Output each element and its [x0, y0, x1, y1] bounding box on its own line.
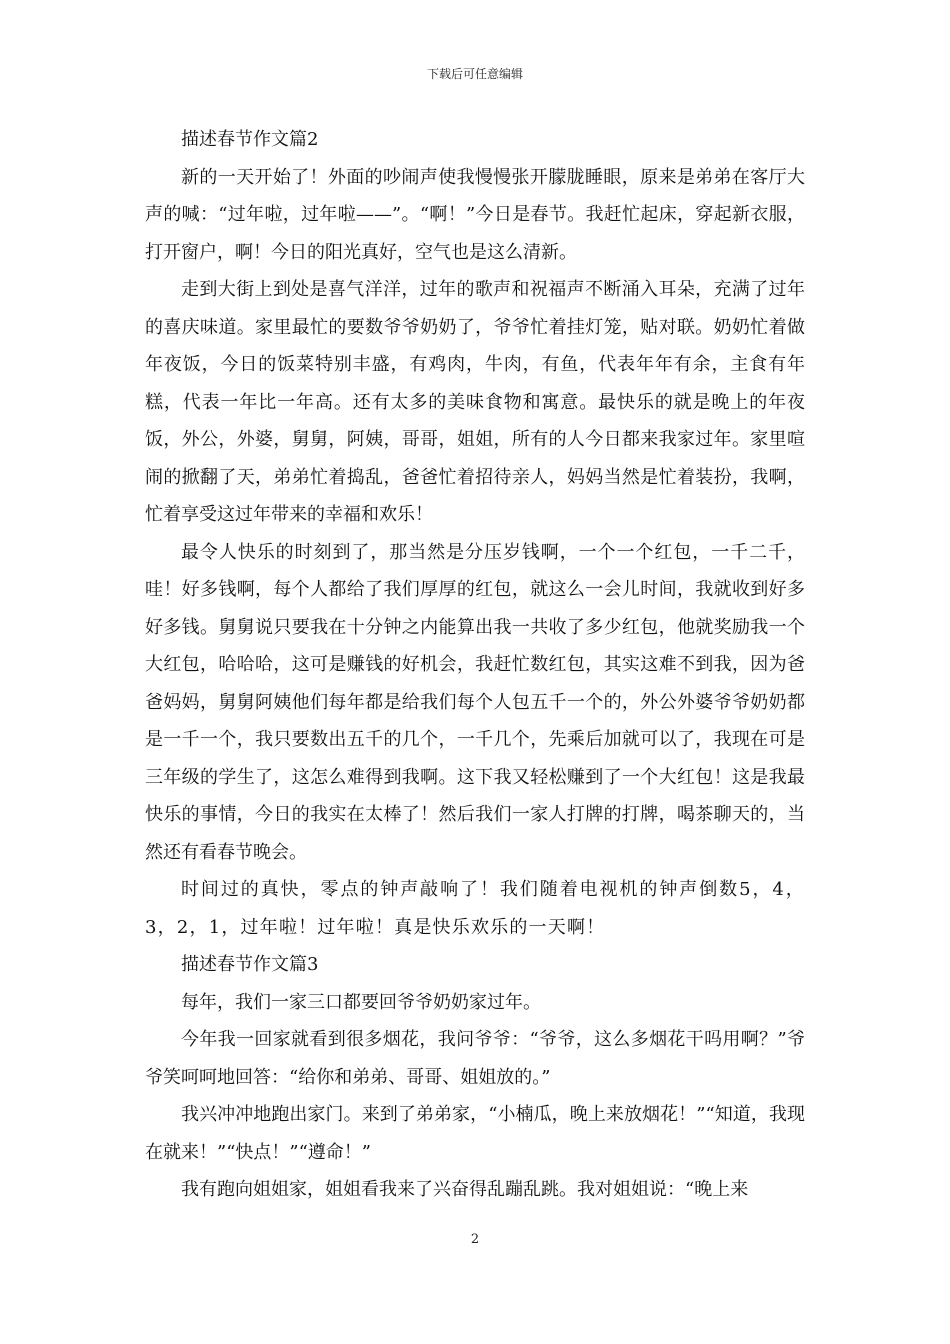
paragraph: 最令人快乐的时刻到了，那当然是分压岁钱啊，一个一个红包，一千二千，哇！好多钱啊，每个人都给了我们厚厚的红包，就这么一会儿时间，我就收到好多好多钱。舅舅说只要我在十分钟之内能算出我一共收了多少红包，他就奖励我一个大红包，哈哈哈，这可是赚钱的好机会，我赶忙数红包，其实这难不到我，因为爸爸妈妈，舅舅阿姨他们每年都是给我们每个人包五千一个的，外公外婆爷爷奶奶都是一千一个，我只要数出五千的几个，一千几个，先乘后加就可以了，我现在可是三年级的学生了，这怎么难得到我啊。这下我又轻松赚到了一个大红包！这是我最快乐的事情，今日的我实在太棒了！然后我们一家人打牌的打牌，喝茶聊天的，当然还有看春节晚会。 — [145, 541, 805, 863]
paragraph: 我有跑向姐姐家，姐姐看我来了兴奋得乱蹦乱跳。我对姐姐说：“晚上来 — [181, 1179, 749, 1200]
paragraph: 今年我一回家就看到很多烟花，我问爷爷：“爷爷，这么多烟花干吗用啊？”爷爷笑呵呵地回答：“给你和弟弟、哥哥、姐姐放的。” — [145, 1029, 805, 1088]
paragraph: 走到大街上到处是喜气洋洋，过年的歌声和祝福声不断涌入耳朵，充满了过年的喜庆味道。家里最忙的要数爷爷奶奶了，爷爷忙着挂灯笼，贴对联。奶奶忙着做年夜饭，今日的饭菜特别丰盛，有鸡肉，牛肉，有鱼，代表年年有余，主食有年糕，代表一年比一年高。还有太多的美味食物和寓意。最快乐的就是晚上的年夜饭，外公，外婆，舅舅，阿姨，哥哥，姐姐，所有的人今日都来我家过年。家里喧闹的掀翻了天，弟弟忙着捣乱，爸爸忙着招待亲人，妈妈当然是忙着装扮，我啊，忙着享受这过年带来的幸福和欢乐！ — [145, 279, 805, 525]
section-title-essay-2: 描述春节作文篇2 — [181, 129, 319, 150]
page-header: 下载后可任意编辑 — [426, 67, 523, 81]
page-number: 2 — [470, 1232, 480, 1247]
paragraph: 新的一天开始了！外面的吵闹声使我慢慢张开朦胧睡眼，原来是弟弟在客厅大声的喊：“过年啦，过年啦——”。“啊！”今日是春节。我赶忙起床，穿起新衣服，打开窗户，啊！今日的阳光真好，空气也是这么清新。 — [145, 166, 805, 263]
paragraph: 我兴冲冲地跑出家门。来到了弟弟家，“小楠瓜，晚上来放烟花！”“知道，我现在就来！”“快点！”“遵命！” — [145, 1104, 805, 1163]
document-body — [145, 121, 805, 1209]
paragraph: 每年，我们一家三口都要回爷爷奶奶家过年。 — [181, 991, 541, 1013]
section-title-essay-3: 描述春节作文篇3 — [181, 954, 319, 975]
paragraph: 时间过的真快，零点的钟声敲响了！我们随着电视机的钟声倒数5，4，3，2，1，过年啦！过年啦！真是快乐欢乐的一天啊！ — [145, 879, 805, 938]
